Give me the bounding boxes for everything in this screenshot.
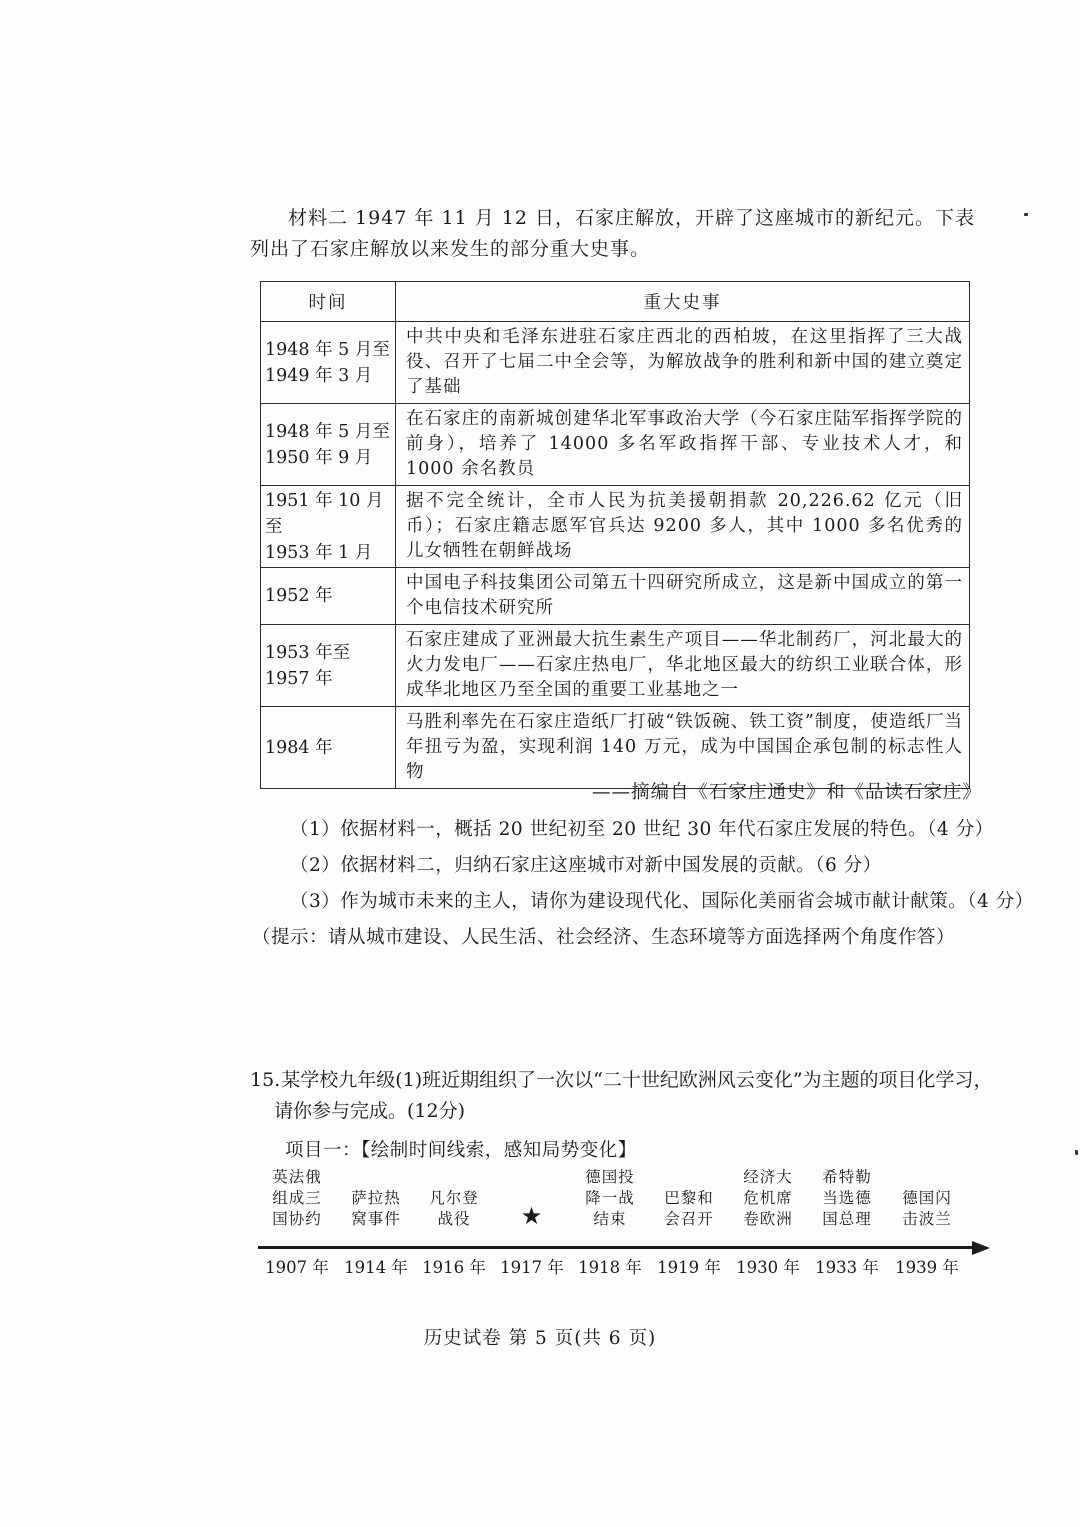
timeline-arrow	[972, 1241, 990, 1255]
timeline-event: 英法俄 组成三 国协约	[272, 1168, 322, 1228]
timeline-event: 希特勒 当选德 国总理	[822, 1168, 872, 1228]
timeline-year: 1930 年	[736, 1258, 800, 1277]
timeline-event-star-icon: ★	[520, 1202, 544, 1230]
table-header-row	[261, 282, 970, 322]
timeline-year: 1916 年	[422, 1258, 486, 1277]
timeline-event: 经济大 危机席 卷欧洲	[743, 1168, 793, 1228]
event-cell: 中国电子科技集团公司第五十四研究所成立，这是新中国成立的第一个电信技术研究所	[396, 568, 970, 625]
timeline-year: 1933 年	[815, 1258, 879, 1277]
question-15-line2: 请你参与完成。(12分)	[274, 1100, 466, 1122]
time-cell: 1948 年 5 月至 1949 年 3 月	[261, 322, 396, 404]
time-cell: 1952 年	[261, 568, 396, 625]
event-cell: 中共中央和毛泽东进驻石家庄西北的西柏坡，在这里指挥了三大战役、召开了七届二中全会等，为解放战争的胜利和新中国的建立奠定了基础	[396, 322, 970, 404]
project-1-title: 项目一：【绘制时间线索，感知局势变化】	[285, 1140, 637, 1161]
time-cell: 1948 年 5 月至 1950 年 9 月	[261, 404, 396, 486]
page-footer: 历史试卷 第 5 页(共 6 页)	[423, 1328, 657, 1349]
table-row	[261, 322, 970, 404]
table-row	[261, 404, 970, 486]
events-table	[260, 281, 970, 789]
timeline-event: 凡尔登 战役	[429, 1189, 479, 1228]
timeline-year: 1919 年	[657, 1258, 721, 1277]
scan-speck	[1075, 1150, 1078, 1155]
table-row	[261, 486, 970, 568]
timeline	[250, 1168, 990, 1277]
material-2-intro: 材料二 1947 年 11 月 12 日，石家庄解放，开辟了这座城市的新纪元。下表列出了石家庄解放以来发生的部分重大史事。	[250, 207, 975, 260]
timeline-event: 德国投 降一战 结束	[585, 1168, 635, 1228]
timeline-year: 1907 年	[265, 1258, 329, 1277]
timeline-event: 巴黎和 会召开	[664, 1189, 714, 1228]
event-cell: 石家庄建成了亚洲最大抗生素生产项目——华北制药厂，河北最大的火力发电厂——石家庄热电厂，华北地区最大的纺织工业联合体，形成华北地区乃至全国的重要工业基地之一	[396, 625, 970, 707]
event-cell: 在石家庄的南新城创建华北军事政治大学（今石家庄陆军指挥学院的前身），培养了 14000 多名军政指挥干部、专业技术人才，和 1000 余名教员	[396, 404, 970, 486]
question-15	[250, 1065, 1010, 1127]
time-cell: 1953 年至 1957 年	[261, 625, 396, 707]
timeline-event: 德国闪 击波兰	[902, 1189, 952, 1228]
timeline-year: 1918 年	[578, 1258, 642, 1277]
time-cell: 1951 年 10 月至 1953 年 1 月	[261, 486, 396, 568]
question-2: （2）依据材料二，归纳石家庄这座城市对新中国发展的贡献。（6 分）	[290, 855, 882, 876]
table-row	[261, 625, 970, 707]
event-cell: 据不完全统计，全市人民为抗美援朝捐款 20,226.62 亿元（旧币）；石家庄籍志愿军官兵达 9200 多人，其中 1000 多名优秀的儿女牺牲在朝鲜战场	[396, 486, 970, 568]
header-events: 重大史事	[396, 282, 970, 322]
question-3-hint: （提示：请从城市建设、人民生活、社会经济、生态环境等方面选择两个角度作答）	[252, 927, 956, 948]
scan-speck	[1024, 213, 1028, 216]
time-cell: 1984 年	[261, 707, 396, 789]
timeline-year: 1917 年	[500, 1258, 564, 1277]
table-row	[261, 707, 970, 789]
table-row	[261, 568, 970, 625]
question-3: （3）作为城市未来的主人，请你为建设现代化、国际化美丽省会城市献计献策。（4 分）	[290, 891, 1034, 912]
event-cell: 马胜利率先在石家庄造纸厂打破“铁饭碗、铁工资”制度，使造纸厂当年扭亏为盈，实现利润 140 万元，成为中国国企承包制的标志性人物	[396, 707, 970, 789]
timeline-year: 1914 年	[344, 1258, 408, 1277]
source-citation: ——摘编自《石家庄通史》和《品读石家庄》	[591, 782, 982, 803]
header-time: 时间	[261, 282, 396, 322]
question-15-line1: 15.某学校九年级(1)班近期组织了一次以“二十世纪欧洲风云变化”为主题的项目化学习，	[250, 1069, 993, 1091]
question-1: （1）依据材料一，概括 20 世纪初至 20 世纪 30 年代石家庄发展的特色。（4 分）	[290, 819, 994, 840]
timeline-axis	[258, 1246, 974, 1249]
timeline-year: 1939 年	[895, 1258, 959, 1277]
timeline-event: 萨拉热 窝事件	[351, 1189, 401, 1228]
